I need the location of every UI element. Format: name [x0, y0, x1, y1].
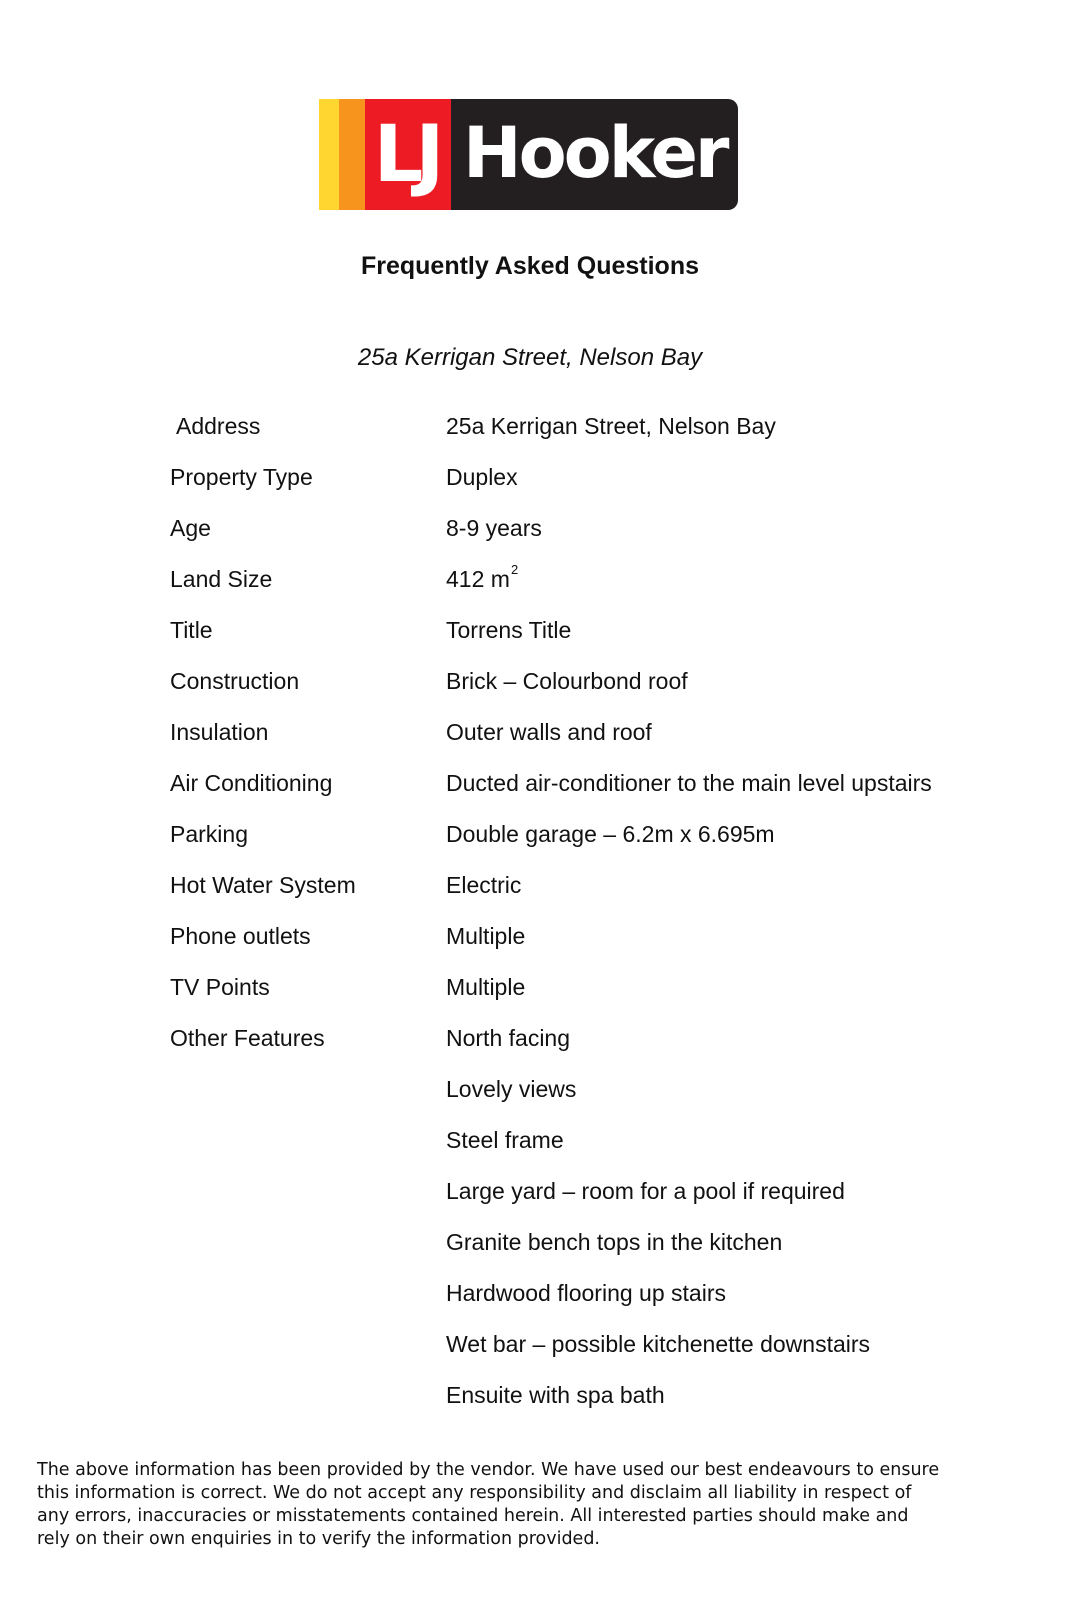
faq-row-tv-points — [170, 974, 1030, 1025]
faq-label: Address — [176, 413, 261, 439]
faq-label: Insulation — [170, 719, 269, 745]
logo-red-block — [365, 99, 451, 210]
faq-value: Duplex — [446, 464, 518, 490]
faq-value: Ducted air-conditioner to the main level upstairs — [446, 770, 932, 796]
faq-label: Construction — [170, 668, 300, 694]
faq-row-insulation — [170, 719, 1030, 770]
faq-value-land-size — [446, 562, 519, 593]
faq-value: Multiple — [446, 974, 526, 1000]
feature-row — [170, 1127, 1030, 1178]
faq-value: Torrens Title — [446, 617, 572, 643]
faq-label: Parking — [170, 821, 248, 847]
feature-item: Hardwood flooring up stairs — [446, 1280, 726, 1306]
faq-value: Multiple — [446, 923, 526, 949]
faq-row-address — [170, 413, 1030, 464]
faq-label: Age — [170, 515, 211, 541]
faq-row-phone-outlets — [170, 923, 1030, 974]
disclaimer-line: The above information has been provided by the vendor. We have used our best endeavours to ensure — [37, 1460, 940, 1480]
disclaimer-line: any errors, inaccuracies or misstatements contained herein. All interested parties should make and — [37, 1506, 909, 1526]
faq-row-age — [170, 515, 1030, 566]
faq-value: Electric — [446, 872, 522, 898]
faq-value: Outer walls and roof — [446, 719, 652, 745]
faq-row-land-size — [170, 562, 1030, 617]
feature-row — [170, 1178, 1030, 1229]
disclaimer-line: rely on their own enquiries in to verify the information provided. — [37, 1529, 600, 1549]
feature-item: Wet bar – possible kitchenette downstairs — [446, 1331, 871, 1357]
feature-row — [170, 1331, 1030, 1382]
logo-orange-stripe — [339, 99, 365, 210]
faq-value: 8-9 years — [446, 515, 542, 541]
faq-value: Brick – Colourbond roof — [446, 668, 688, 694]
faq-row-other-features — [170, 1025, 1030, 1076]
faq-label: Hot Water System — [170, 872, 356, 898]
land-size-text: 412 m — [446, 566, 510, 592]
disclaimer-line: this information is correct. We do not accept any responsibility and disclaim all liability in respect of — [37, 1483, 912, 1503]
property-address-subtitle: 25a Kerrigan Street, Nelson Bay — [357, 344, 703, 371]
faq-label: Property Type — [170, 464, 313, 490]
logo-brand-text: Hooker — [463, 111, 727, 194]
feature-item: Granite bench tops in the kitchen — [446, 1229, 783, 1255]
faq-label: TV Points — [170, 974, 270, 1000]
feature-row — [170, 1076, 1030, 1127]
faq-row-title — [170, 617, 1030, 668]
faq-label: Title — [170, 617, 213, 643]
feature-item: Steel frame — [446, 1127, 564, 1153]
faq-label: Other Features — [170, 1025, 325, 1051]
feature-row — [170, 1382, 1030, 1433]
faq-row-hot-water-system — [170, 872, 1030, 923]
feature-item: Large yard – room for a pool if required — [446, 1178, 845, 1204]
faq-row-property-type — [170, 464, 1030, 515]
faq-label: Air Conditioning — [170, 770, 333, 796]
feature-item: Lovely views — [446, 1076, 577, 1102]
faq-row-parking — [170, 821, 1030, 872]
logo-yellow-stripe — [319, 99, 339, 210]
faq-value: 25a Kerrigan Street, Nelson Bay — [446, 413, 776, 439]
faq-label: Land Size — [170, 566, 273, 592]
logo-black-block — [451, 99, 738, 210]
feature-row — [170, 1229, 1030, 1280]
faq-table — [170, 413, 1030, 1433]
land-size-superscript: 2 — [510, 562, 519, 577]
feature-row — [170, 1280, 1030, 1331]
faq-label: Phone outlets — [170, 923, 311, 949]
faq-value: Double garage – 6.2m x 6.695m — [446, 821, 775, 847]
logo-lj-text: LJ — [373, 109, 437, 200]
disclaimer — [37, 1459, 1047, 1551]
lj-hooker-logo — [319, 99, 738, 210]
faq-row-construction — [170, 668, 1030, 719]
page-title: Frequently Asked Questions — [360, 252, 700, 280]
faq-value: North facing — [446, 1025, 571, 1051]
feature-item: Ensuite with spa bath — [446, 1382, 665, 1408]
faq-row-air-conditioning — [170, 770, 1030, 821]
